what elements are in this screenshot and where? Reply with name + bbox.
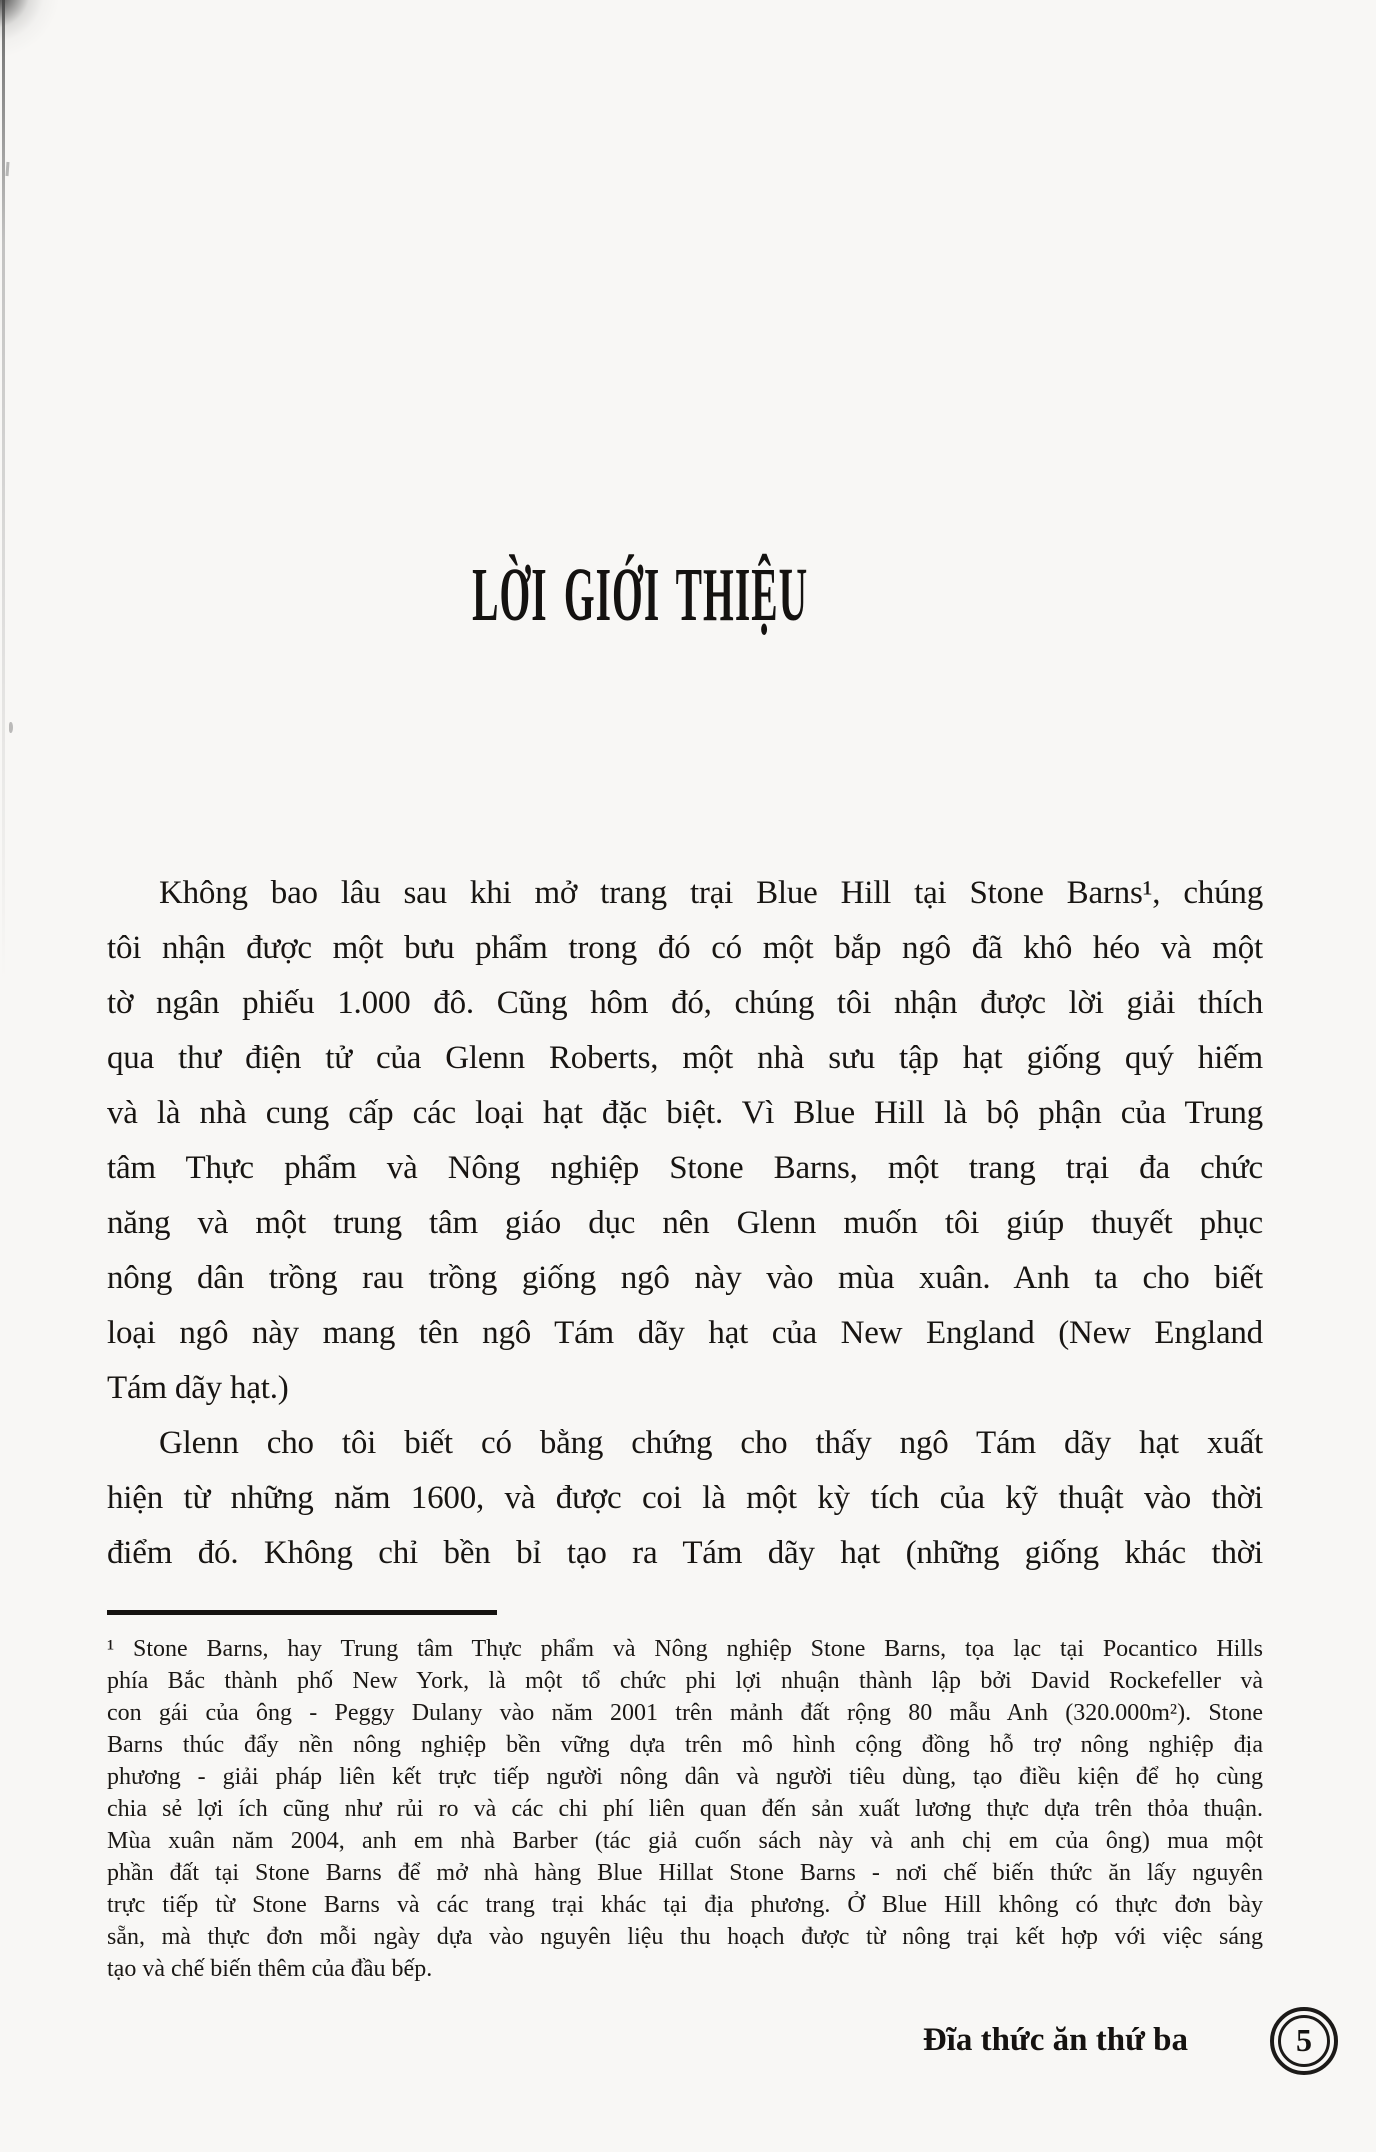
scan-corner-artifact	[0, 0, 140, 140]
body-line: hiện từ những năm 1600, và được coi là một kỳ tích của kỹ thuật vào thời	[107, 1480, 1263, 1516]
footnote-line: phần đất tại Stone Barns để mở nhà hàng Blue Hillat Stone Barns - nơi chế biến thức ăn lấy nguyên	[107, 1860, 1263, 1886]
footnote	[107, 1633, 1263, 1985]
body-line: loại ngô này mang tên ngô Tám dãy hạt của New England (New England	[107, 1315, 1263, 1351]
scan-edge-line	[2, 0, 5, 980]
footnote-line: trực tiếp từ Stone Barns và các trang trại khác tại địa phương. Ở Blue Hill không có thực đơn bày	[107, 1892, 1263, 1918]
footnote-line: Barns thúc đẩy nền nông nghiệp bền vững dựa trên mô hình cộng đồng hỗ trợ nông nghiệp địa	[107, 1732, 1263, 1758]
scan-speck	[6, 162, 10, 176]
footnote-line: Mùa xuân năm 2004, anh em nhà Barber (tác giả cuốn sách này và anh chị em của ông) mua một	[107, 1828, 1263, 1854]
body-line: qua thư điện tử của Glenn Roberts, một nhà sưu tập hạt giống quý hiếm	[107, 1040, 1263, 1076]
footnote-line: ¹ Stone Barns, hay Trung tâm Thực phẩm và Nông nghiệp Stone Barns, tọa lạc tại Pocantico Hills	[107, 1636, 1263, 1662]
body-line: và là nhà cung cấp các loại hạt đặc biệt. Vì Blue Hill là bộ phận của Trung	[107, 1095, 1263, 1131]
body-line: Không bao lâu sau khi mở trang trại Blue Hill tại Stone Barns¹, chúng	[159, 875, 1263, 911]
footnote-line: con gái của ông - Peggy Dulany vào năm 2001 trên mảnh đất rộng 80 mẫu Anh (320.000m²). Stone	[107, 1700, 1263, 1726]
footnote-line: phía Bắc thành phố New York, là một tổ chức phi lợi nhuận thành lập bởi David Rockefeller và	[107, 1668, 1263, 1694]
body-line: Tám dãy hạt.)	[107, 1370, 289, 1406]
chapter-title: LỜI GIỚI THIỆU	[471, 553, 809, 637]
footnote-line: phương - giải pháp liên kết trực tiếp người nông dân và người tiêu dùng, tạo điều kiện để họ cùng	[107, 1764, 1263, 1790]
body-line: tâm Thực phẩm và Nông nghiệp Stone Barns, một trang trại đa chức	[107, 1150, 1263, 1186]
footnote-line: tạo và chế biến thêm của đầu bếp.	[107, 1956, 433, 1982]
paragraph	[107, 1416, 1263, 1581]
scan-speck	[9, 722, 13, 733]
body-line: Glenn cho tôi biết có bằng chứng cho thấy ngô Tám dãy hạt xuất	[159, 1425, 1263, 1461]
page-number-badge	[1270, 2007, 1338, 2075]
body-line: tờ ngân phiếu 1.000 đô. Cũng hôm đó, chúng tôi nhận được lời giải thích	[107, 985, 1263, 1021]
page-number-inner-ring	[1278, 2015, 1330, 2067]
body-line: điểm đó. Không chỉ bền bỉ tạo ra Tám dãy hạt (những giống khác thời	[107, 1535, 1263, 1571]
footnote-separator-rule	[107, 1610, 497, 1615]
body-line: tôi nhận được một bưu phẩm trong đó có một bắp ngô đã khô héo và một	[107, 930, 1263, 966]
paragraph	[107, 866, 1263, 1416]
running-title: Đĩa thức ăn thứ ba	[922, 2022, 1188, 2058]
page-number: 5	[1296, 2021, 1312, 2058]
body-line: năng và một trung tâm giáo dục nên Glenn muốn tôi giúp thuyết phục	[107, 1205, 1263, 1241]
body-line: nông dân trồng rau trồng giống ngô này vào mùa xuân. Anh ta cho biết	[107, 1260, 1263, 1296]
footnote-line: chia sẻ lợi ích cũng như rủi ro và các chi phí liên quan đến sản xuất lương thực dựa trên thỏa thuận.	[107, 1796, 1263, 1822]
chapter-title-wrap	[0, 552, 1280, 639]
footnote-line: sẵn, mà thực đơn mỗi ngày dựa vào nguyên liệu thu hoạch được từ nông trại kết hợp với việc sáng	[107, 1924, 1263, 1950]
body-text	[107, 866, 1263, 1581]
